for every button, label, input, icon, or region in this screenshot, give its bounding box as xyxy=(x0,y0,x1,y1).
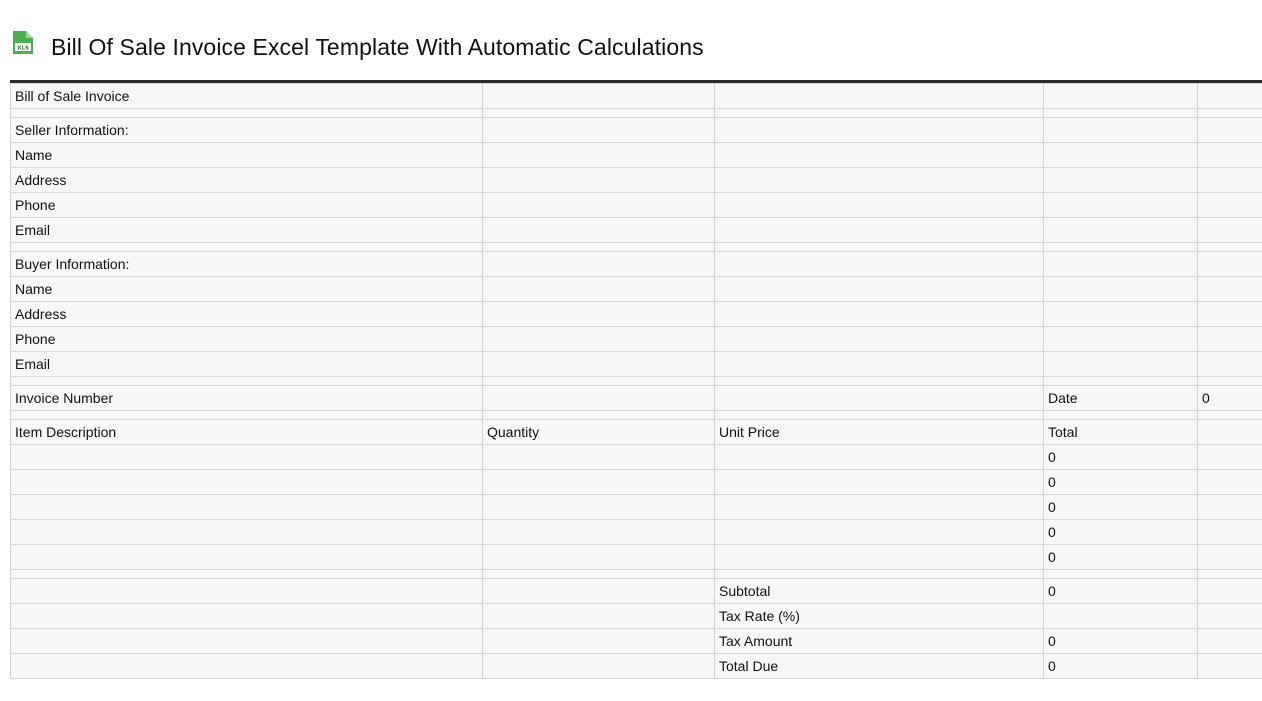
spacer-cell xyxy=(1198,377,1262,386)
empty-cell[interactable] xyxy=(1044,252,1198,277)
buyer-address-value[interactable] xyxy=(483,302,715,327)
empty-cell[interactable] xyxy=(715,193,1044,218)
date-value[interactable]: 0 xyxy=(1198,386,1262,411)
empty-cell[interactable] xyxy=(483,654,715,679)
seller-address-value[interactable] xyxy=(483,168,715,193)
spacer-cell xyxy=(1198,570,1262,579)
empty-cell[interactable] xyxy=(483,84,715,109)
empty-cell[interactable] xyxy=(483,579,715,604)
empty-cell[interactable] xyxy=(1198,545,1262,570)
spacer-cell xyxy=(11,377,483,386)
spacer-row xyxy=(11,377,1262,386)
empty-cell[interactable] xyxy=(715,352,1044,377)
seller-address-label[interactable]: Address xyxy=(11,168,483,193)
subtotal-value[interactable]: 0 xyxy=(1044,579,1198,604)
spacer-cell xyxy=(715,570,1044,579)
empty-cell[interactable] xyxy=(1198,352,1262,377)
item-total-cell[interactable]: 0 xyxy=(1044,495,1198,520)
quantity-cell[interactable] xyxy=(483,495,715,520)
seller-heading-cell[interactable]: Seller Information: xyxy=(11,118,483,143)
tax-amount-row xyxy=(11,629,1262,654)
spacer-cell xyxy=(1198,243,1262,252)
empty-cell[interactable] xyxy=(1198,277,1262,302)
sheet-title-cell[interactable]: Bill of Sale Invoice xyxy=(11,84,483,109)
empty-cell[interactable] xyxy=(715,327,1044,352)
spacer-cell xyxy=(1044,109,1198,118)
empty-cell[interactable] xyxy=(1044,84,1198,109)
date-label[interactable]: Date xyxy=(1044,386,1198,411)
spacer-cell xyxy=(483,377,715,386)
spacer-cell xyxy=(1044,411,1198,420)
empty-cell[interactable] xyxy=(715,386,1044,411)
invoice-number-label[interactable]: Invoice Number xyxy=(11,386,483,411)
buyer-heading-cell[interactable]: Buyer Information: xyxy=(11,252,483,277)
spacer-cell xyxy=(1044,377,1198,386)
buyer-email-row xyxy=(11,352,1262,377)
empty-cell[interactable] xyxy=(483,629,715,654)
tax-rate-row xyxy=(11,604,1262,629)
item-description-cell[interactable] xyxy=(11,495,483,520)
item-total-cell[interactable]: 0 xyxy=(1044,545,1198,570)
quantity-cell[interactable] xyxy=(483,445,715,470)
buyer-heading-row xyxy=(11,252,1262,277)
tax-amount-label[interactable]: Tax Amount xyxy=(715,629,1044,654)
spacer-cell xyxy=(715,377,1044,386)
buyer-name-row xyxy=(11,277,1262,302)
spacer-cell xyxy=(715,109,1044,118)
empty-cell[interactable] xyxy=(483,118,715,143)
empty-cell[interactable] xyxy=(1198,252,1262,277)
empty-cell[interactable] xyxy=(1044,218,1198,243)
empty-cell[interactable] xyxy=(715,168,1044,193)
buyer-email-value[interactable] xyxy=(483,352,715,377)
spacer-cell xyxy=(11,411,483,420)
spacer-row xyxy=(11,411,1262,420)
item-row xyxy=(11,495,1262,520)
seller-phone-value[interactable] xyxy=(483,193,715,218)
empty-cell[interactable] xyxy=(715,143,1044,168)
seller-email-label[interactable]: Email xyxy=(11,218,483,243)
seller-phone-row xyxy=(11,193,1262,218)
item-description-cell[interactable] xyxy=(11,445,483,470)
unit-price-cell[interactable] xyxy=(715,520,1044,545)
buyer-phone-value[interactable] xyxy=(483,327,715,352)
spacer-cell xyxy=(715,411,1044,420)
item-description-header[interactable]: Item Description xyxy=(11,420,483,445)
spacer-cell xyxy=(715,243,1044,252)
total-due-label[interactable]: Total Due xyxy=(715,654,1044,679)
tax-amount-value[interactable]: 0 xyxy=(1044,629,1198,654)
item-description-cell[interactable] xyxy=(11,470,483,495)
seller-name-label[interactable]: Name xyxy=(11,143,483,168)
seller-phone-label[interactable]: Phone xyxy=(11,193,483,218)
spacer-cell xyxy=(483,570,715,579)
empty-cell[interactable] xyxy=(715,277,1044,302)
tax-rate-label[interactable]: Tax Rate (%) xyxy=(715,604,1044,629)
empty-cell[interactable] xyxy=(1198,629,1262,654)
empty-cell[interactable] xyxy=(483,604,715,629)
empty-cell[interactable] xyxy=(1044,352,1198,377)
empty-cell[interactable] xyxy=(1198,193,1262,218)
spacer-cell xyxy=(1198,411,1262,420)
buyer-address-row xyxy=(11,302,1262,327)
empty-cell[interactable] xyxy=(11,654,483,679)
empty-cell[interactable] xyxy=(1044,327,1198,352)
unit-price-cell[interactable] xyxy=(715,495,1044,520)
item-total-cell[interactable]: 0 xyxy=(1044,520,1198,545)
spacer-cell xyxy=(11,570,483,579)
item-total-cell[interactable]: 0 xyxy=(1044,445,1198,470)
empty-cell[interactable] xyxy=(1198,218,1262,243)
empty-cell[interactable] xyxy=(1198,420,1262,445)
spacer-cell xyxy=(483,109,715,118)
empty-cell[interactable] xyxy=(715,84,1044,109)
invoice-info-row xyxy=(11,386,1262,411)
empty-cell[interactable] xyxy=(1044,277,1198,302)
spacer-row xyxy=(11,243,1262,252)
xls-icon-label: XLS xyxy=(17,45,29,52)
item-total-cell[interactable]: 0 xyxy=(1044,470,1198,495)
quantity-cell[interactable] xyxy=(483,520,715,545)
empty-cell[interactable] xyxy=(1044,302,1198,327)
empty-cell[interactable] xyxy=(1198,604,1262,629)
buyer-phone-label[interactable]: Phone xyxy=(11,327,483,352)
empty-cell[interactable] xyxy=(1044,143,1198,168)
buyer-email-label[interactable]: Email xyxy=(11,352,483,377)
total-header[interactable]: Total xyxy=(1044,420,1198,445)
seller-name-row xyxy=(11,143,1262,168)
unit-price-cell[interactable] xyxy=(715,545,1044,570)
buyer-address-label[interactable]: Address xyxy=(11,302,483,327)
total-due-value[interactable]: 0 xyxy=(1044,654,1198,679)
item-row xyxy=(11,445,1262,470)
empty-cell[interactable] xyxy=(715,118,1044,143)
quantity-header[interactable]: Quantity xyxy=(483,420,715,445)
spacer-cell xyxy=(11,109,483,118)
seller-heading-row xyxy=(11,118,1262,143)
seller-email-value[interactable] xyxy=(483,218,715,243)
empty-cell[interactable] xyxy=(1198,327,1262,352)
quantity-cell[interactable] xyxy=(483,545,715,570)
empty-cell[interactable] xyxy=(1044,193,1198,218)
spacer-row xyxy=(11,570,1262,579)
buyer-name-label[interactable]: Name xyxy=(11,277,483,302)
seller-name-value[interactable] xyxy=(483,143,715,168)
seller-email-row xyxy=(11,218,1262,243)
empty-cell[interactable] xyxy=(1198,579,1262,604)
buyer-phone-row xyxy=(11,327,1262,352)
page-title: Bill Of Sale Invoice Excel Template With Automatic Calculations xyxy=(51,33,704,60)
item-description-cell[interactable] xyxy=(11,545,483,570)
unit-price-header[interactable]: Unit Price xyxy=(715,420,1044,445)
unit-price-cell[interactable] xyxy=(715,445,1044,470)
empty-cell[interactable] xyxy=(715,302,1044,327)
spacer-cell xyxy=(11,243,483,252)
item-row xyxy=(11,470,1262,495)
empty-cell[interactable] xyxy=(1198,118,1262,143)
empty-cell[interactable] xyxy=(11,629,483,654)
empty-cell[interactable] xyxy=(1198,168,1262,193)
spacer-cell xyxy=(1198,109,1262,118)
spacer-row xyxy=(11,109,1262,118)
invoice-number-value[interactable] xyxy=(483,386,715,411)
buyer-name-value[interactable] xyxy=(483,277,715,302)
empty-cell[interactable] xyxy=(11,579,483,604)
empty-cell[interactable] xyxy=(715,252,1044,277)
empty-cell[interactable] xyxy=(1198,84,1262,109)
empty-cell[interactable] xyxy=(1044,168,1198,193)
empty-cell[interactable] xyxy=(1198,470,1262,495)
empty-cell[interactable] xyxy=(1198,143,1262,168)
empty-cell[interactable] xyxy=(1198,654,1262,679)
empty-cell[interactable] xyxy=(715,218,1044,243)
empty-cell[interactable] xyxy=(1198,495,1262,520)
sheet-title-row xyxy=(11,84,1262,109)
subtotal-row xyxy=(11,579,1262,604)
seller-address-row xyxy=(11,168,1262,193)
item-row xyxy=(11,520,1262,545)
empty-cell[interactable] xyxy=(1044,118,1198,143)
subtotal-label[interactable]: Subtotal xyxy=(715,579,1044,604)
item-description-cell[interactable] xyxy=(11,520,483,545)
empty-cell[interactable] xyxy=(1198,302,1262,327)
unit-price-cell[interactable] xyxy=(715,470,1044,495)
invoice-spreadsheet xyxy=(10,83,1262,679)
empty-cell[interactable] xyxy=(483,252,715,277)
spacer-cell xyxy=(483,243,715,252)
spacer-cell xyxy=(1044,570,1198,579)
page-header xyxy=(12,30,704,64)
quantity-cell[interactable] xyxy=(483,470,715,495)
total-due-row xyxy=(11,654,1262,679)
spacer-cell xyxy=(483,411,715,420)
empty-cell[interactable] xyxy=(11,604,483,629)
items-header-row xyxy=(11,420,1262,445)
spacer-cell xyxy=(1044,243,1198,252)
tax-rate-value[interactable] xyxy=(1044,604,1198,629)
empty-cell[interactable] xyxy=(1198,520,1262,545)
empty-cell[interactable] xyxy=(1198,445,1262,470)
xls-file-icon xyxy=(12,31,34,55)
item-row xyxy=(11,545,1262,570)
